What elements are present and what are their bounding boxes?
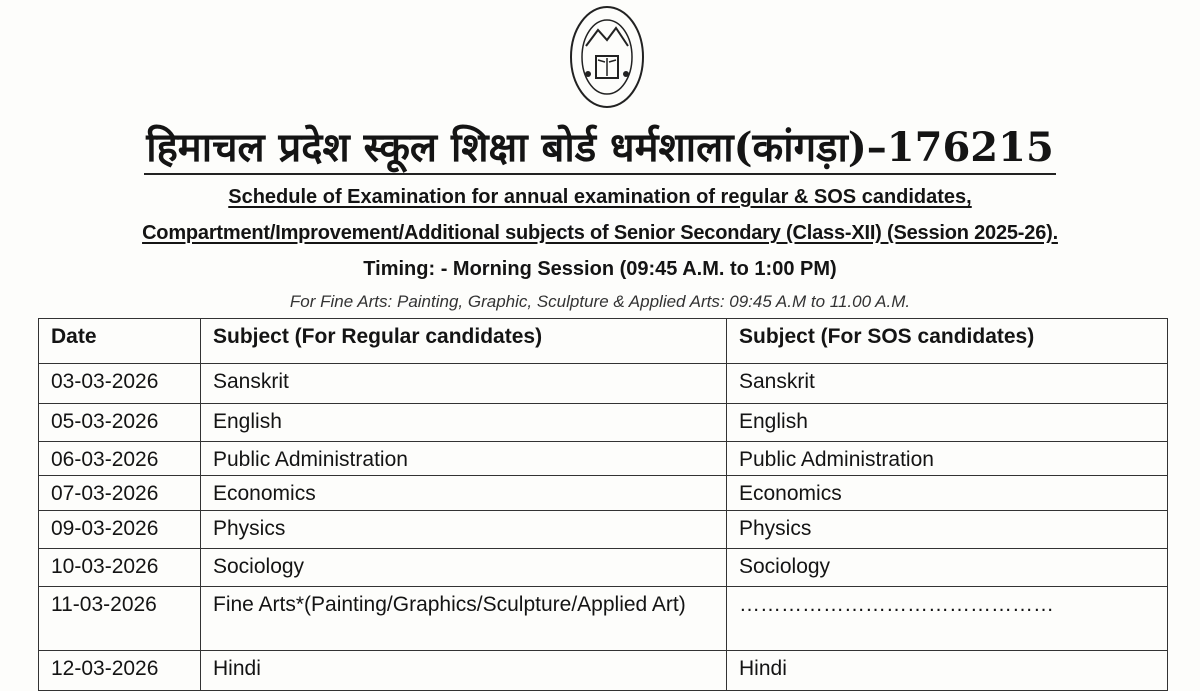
regular-subject-cell: Economics <box>201 476 727 511</box>
regular-subject-cell: Public Administration <box>201 442 727 476</box>
sos-subject-cell: Economics <box>727 476 1168 511</box>
schedule-heading-line2: Compartment/Improvement/Additional subjects of Senior Secondary (Class-XII) (Session 2025-26). <box>142 222 1058 244</box>
regular-subject-cell: Fine Arts*(Painting/Graphics/Sculpture/Applied Art) <box>201 587 727 651</box>
table-row <box>39 404 1168 442</box>
exam-schedule-table <box>38 318 1168 691</box>
fine-arts-note: For Fine Arts: Painting, Graphic, Sculpture & Applied Arts: 09:45 A.M to 11.00 A.M. <box>289 292 911 311</box>
regular-subject-cell: Hindi <box>201 651 727 691</box>
sos-subject-cell: English <box>727 404 1168 442</box>
table-row <box>39 364 1168 404</box>
board-title: हिमाचल प्रदेश स्कूल शिक्षा बोर्ड धर्मशाला(कांगड़ा)–176215 <box>0 118 1200 173</box>
board-seal-logo <box>568 4 646 110</box>
schedule-heading-line1: Schedule of Examination for annual examination of regular & SOS candidates, <box>228 186 972 208</box>
table-row <box>39 442 1168 476</box>
regular-subject-cell: Physics <box>201 511 727 549</box>
sos-subject-cell: Public Administration <box>727 442 1168 476</box>
date-cell: 07-03-2026 <box>39 476 201 511</box>
date-cell: 11-03-2026 <box>39 587 201 651</box>
date-cell: 10-03-2026 <box>39 549 201 587</box>
header-regular: Subject (For Regular candidates) <box>201 319 727 364</box>
regular-subject-cell: English <box>201 404 727 442</box>
sos-subject-cell: Sociology <box>727 549 1168 587</box>
date-cell: 03-03-2026 <box>39 364 201 404</box>
timing-text: Timing: - Morning Session (09:45 A.M. to 1:00 PM) <box>363 258 837 280</box>
date-cell: 09-03-2026 <box>39 511 201 549</box>
table-row <box>39 476 1168 511</box>
regular-subject-cell: Sociology <box>201 549 727 587</box>
table-row <box>39 549 1168 587</box>
sos-subject-cell: ……………………………………… <box>727 587 1168 651</box>
table-header-row <box>39 319 1168 364</box>
sos-subject-cell: Sanskrit <box>727 364 1168 404</box>
table-row <box>39 587 1168 651</box>
date-cell: 05-03-2026 <box>39 404 201 442</box>
header-date: Date <box>39 319 201 364</box>
sos-subject-cell: Physics <box>727 511 1168 549</box>
header-sos: Subject (For SOS candidates) <box>727 319 1168 364</box>
sos-subject-cell: Hindi <box>727 651 1168 691</box>
date-cell: 12-03-2026 <box>39 651 201 691</box>
regular-subject-cell: Sanskrit <box>201 364 727 404</box>
date-cell: 06-03-2026 <box>39 442 201 476</box>
table-row <box>39 511 1168 549</box>
table-row <box>39 651 1168 691</box>
